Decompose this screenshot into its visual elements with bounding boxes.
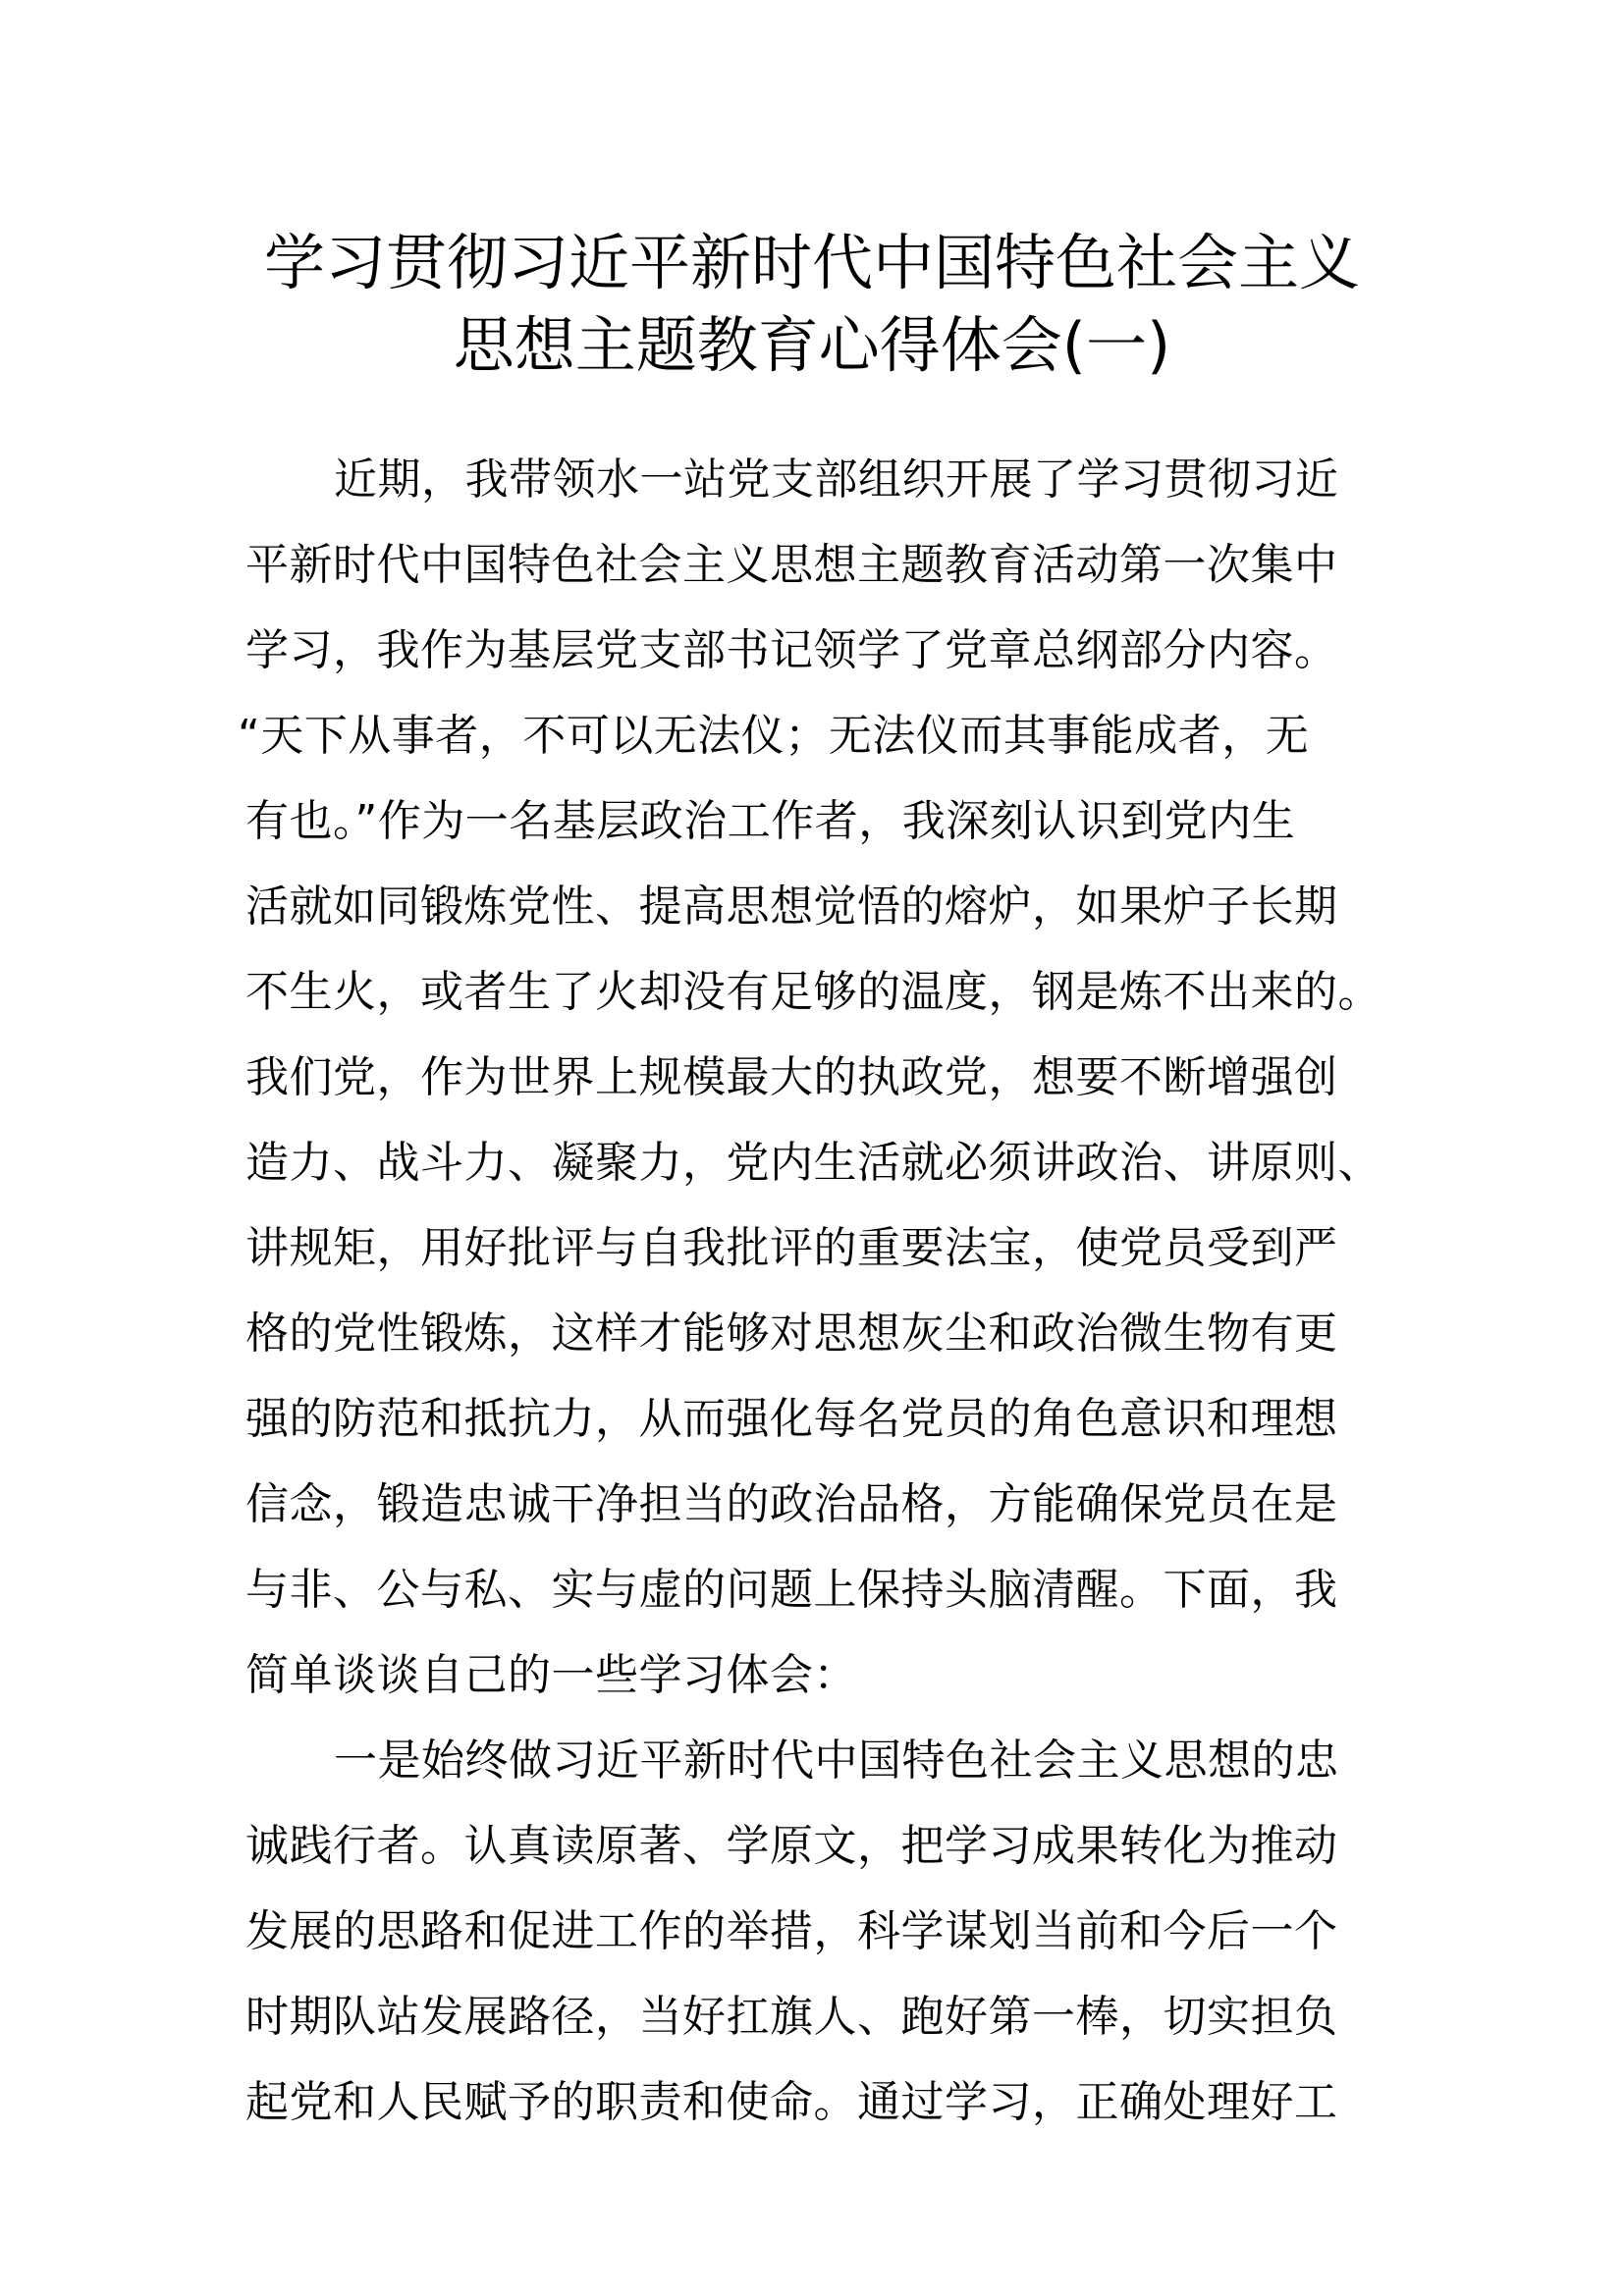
text-line: 讲规矩，用好批评与自我批评的重要法宝，使党员受到严 [245,1223,1338,1273]
text-line: 发展的思路和促进工作的举措，科学谋划当前和今后一个 [245,1906,1338,1956]
text-line: 我们党，作为世界上规模最大的执政党，想要不断增强创 [245,1052,1338,1102]
text-line: 诚践行者。认真读原著、学原文，把学习成果转化为推动 [245,1821,1338,1871]
text-line: 与非、公与私、实与虚的问题上保持头脑清醒。下面，我 [245,1565,1338,1615]
text-line: 一是始终做习近平新时代中国特色社会主义思想的忠 [334,1735,1339,1786]
text-line: 格的党性锻炼，这样才能够对思想灰尘和政治微生物有更 [245,1308,1338,1359]
text-line: 学习，我作为基层党支部书记领学了党章总纲部分内容。 [245,625,1338,675]
document-title-line-1: 学习贯彻习近平新时代中国特色社会主义 [263,227,1360,298]
text-line: 信念，锻造忠诚干净担当的政治品格，方能确保党员在是 [245,1479,1338,1529]
text-line: 不生火，或者生了火却没有足够的温度，钢是炼不出来的。 [245,967,1381,1017]
text-line: 有也。”作为一名基层政治工作者，我深刻认识到党内生 [245,796,1296,846]
document-title-line-2: 思想主题教育心得体会(一) [453,309,1171,381]
text-line: 近期，我带领水一站党支部组织开展了学习贯彻习近 [334,454,1339,505]
text-line: 简单谈谈自己的一些学习体会： [245,1650,857,1700]
text-line: 造力、战斗力、凝聚力，党内生活就必须讲政治、讲原则、 [245,1138,1381,1188]
document-body [238,437,1394,2145]
text-line: 强的防范和抵抗力，从而强化每名党员的角色意识和理想 [245,1394,1338,1444]
text-line: 起党和人民赋予的职责和使命。通过学习，正确处理好工 [245,2077,1338,2127]
paragraph-introduction [238,437,1394,1718]
paragraph-point-one [245,1718,1394,2145]
text-line: 平新时代中国特色社会主义思想主题教育活动第一次集中 [245,540,1338,590]
text-line: 时期队站发展路径，当好扛旗人、跑好第一棒，切实担负 [245,1992,1338,2042]
text-line: 活就如同锻炼党性、提高思想觉悟的熔炉，如果炉子长期 [245,881,1338,932]
text-line: “天下从事者，不可以无法仪；无法仪而其事能成者，无 [238,711,1310,761]
